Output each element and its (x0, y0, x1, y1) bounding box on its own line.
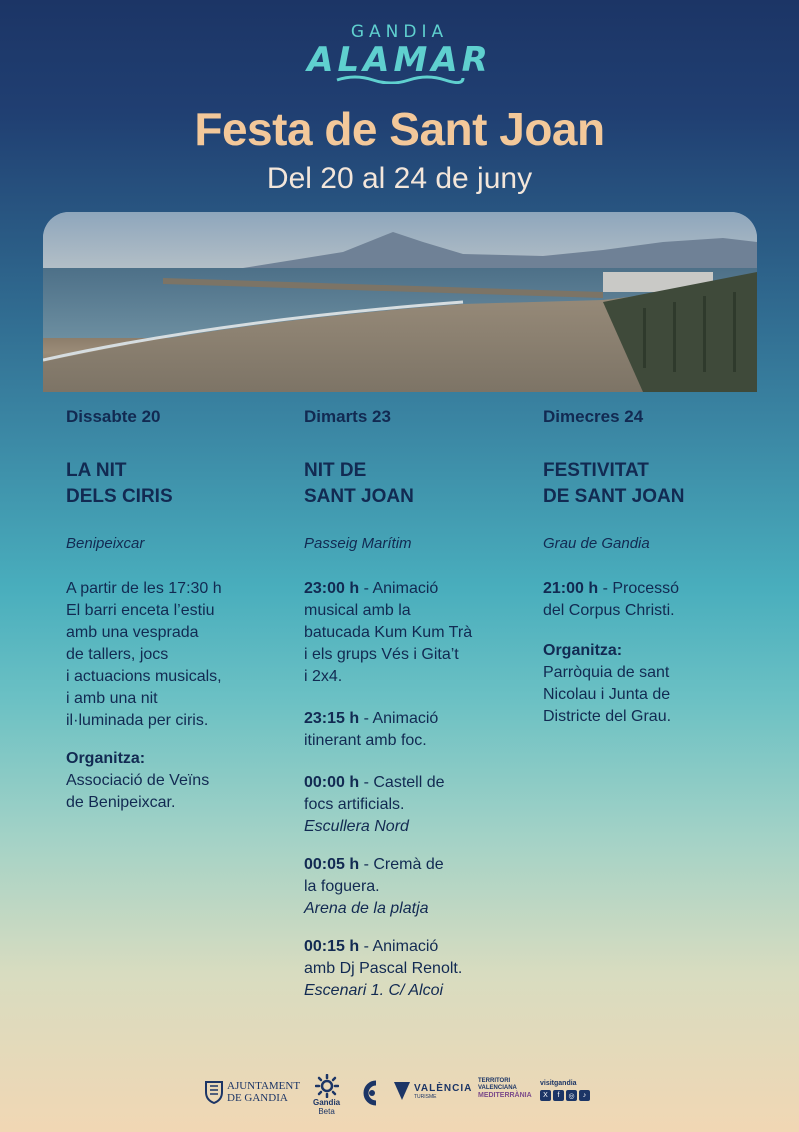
schedule-text: - Animació (363, 710, 439, 727)
sun-icon (315, 1074, 339, 1098)
schedule-text: - Animació (363, 580, 439, 597)
x-icon[interactable]: X (540, 1090, 551, 1101)
event-description (66, 578, 296, 732)
schedule-text: la foguera. (304, 878, 380, 895)
schedule-item (304, 772, 534, 838)
schedule-location: Arena de la platja (304, 900, 429, 917)
schedule-text: - Cremà de (363, 856, 444, 873)
schedule-location: Escenari 1. C/ Alcoi (304, 982, 444, 999)
schedule-text: musical amb la (304, 602, 411, 619)
beach-photo (43, 212, 757, 392)
schedule-text: i els grups Vés i Gita’t (304, 646, 459, 663)
organizer-label: Organitza: (543, 642, 623, 659)
event-title-line: DELS CIRIS (66, 486, 173, 507)
territori-logo (478, 1078, 532, 1099)
gandia-alamar-logo (0, 22, 799, 84)
organizer-line: Parròquia de sant (543, 664, 670, 681)
event-title-line: FESTIVITAT (543, 460, 649, 481)
schedule-item (304, 936, 534, 1002)
tiktok-icon[interactable]: ♪ (579, 1090, 590, 1101)
schedule-item (543, 578, 773, 622)
organizer (66, 748, 296, 814)
organizer-label: Organitza: (66, 750, 146, 767)
schedule-text: i 2x4. (304, 668, 343, 685)
schedule-time: 00:05 h (304, 856, 360, 873)
description-line: El barri enceta l’estiu (66, 602, 215, 619)
valencia-mark-icon (394, 1082, 410, 1100)
schedule-location: Escullera Nord (304, 818, 409, 835)
social-block (540, 1080, 590, 1101)
organizer-line: de Benipeixcar. (66, 794, 176, 811)
valencia-text: VALÈNCIA (414, 1082, 473, 1094)
schedule-text: del Corpus Christi. (543, 602, 675, 619)
c-logo-icon (358, 1078, 380, 1108)
ajuntament-text: DE GANDIA (227, 1092, 288, 1104)
description-line: A partir de les 17:30 h (66, 580, 222, 597)
page-title: Festa de Sant Joan (194, 103, 605, 155)
event-title-line: LA NIT (66, 460, 127, 481)
schedule-text: itinerant amb foc. (304, 732, 427, 749)
column-dimarts (304, 406, 534, 1002)
description-line: i amb una nit (66, 690, 158, 707)
event-title (304, 458, 534, 510)
facebook-icon[interactable]: f (553, 1090, 564, 1101)
column-dissabte (66, 406, 296, 814)
schedule-text: - Processó (602, 580, 680, 597)
logo-main-text: ALAMAR (307, 40, 492, 80)
schedule-time: 00:15 h (304, 938, 360, 955)
territori-text: TERRITORI (478, 1078, 511, 1084)
event-place: Benipeixcar (66, 535, 145, 552)
schedule-item (304, 708, 534, 752)
organizer (543, 640, 773, 728)
organizer-line: Districte del Grau. (543, 708, 672, 725)
territori-text: MEDITERRÀNIA (478, 1092, 532, 1099)
event-title-line: DE SANT JOAN (543, 486, 685, 507)
event-title (66, 458, 296, 510)
schedule-text: - Castell de (363, 774, 445, 791)
sponsor-logos (0, 1074, 799, 1114)
schedule-text: amb Dj Pascal Renolt. (304, 960, 463, 977)
event-title-line: NIT DE (304, 460, 367, 481)
schedule-time: 21:00 h (543, 580, 599, 597)
ajuntament-logo (205, 1080, 300, 1104)
gandia-beta-logo (313, 1074, 340, 1116)
territori-text: VALENCIANA (478, 1085, 517, 1091)
description-line: il·luminada per ciris. (66, 712, 209, 729)
instagram-icon[interactable]: ◎ (566, 1090, 577, 1101)
column-dimecres (543, 406, 773, 728)
gandia-beta-text: Gandia (313, 1098, 341, 1107)
logo-top-text: GANDIA (350, 22, 449, 42)
schedule-time: 00:00 h (304, 774, 360, 791)
day-label: Dissabte 20 (66, 407, 161, 426)
description-line: i actuacions musicals, (66, 668, 222, 685)
schedule-text: - Animació (363, 938, 439, 955)
valencia-turisme-logo (394, 1082, 472, 1100)
event-place: Grau de Gandia (543, 535, 650, 552)
event-title-line: SANT JOAN (304, 486, 414, 507)
schedule-text: focs artificials. (304, 796, 405, 813)
day-label: Dimecres 24 (543, 407, 644, 426)
schedule-time: 23:15 h (304, 710, 360, 727)
event-place: Passeig Marítim (304, 535, 412, 552)
organizer-line: Nicolau i Junta de (543, 686, 671, 703)
schedule-item (304, 578, 534, 688)
organizer-line: Associació de Veïns (66, 772, 210, 789)
shield-icon (205, 1080, 223, 1104)
event-title (543, 458, 773, 510)
day-label: Dimarts 23 (304, 407, 391, 426)
schedule-text: batucada Kum Kum Trà (304, 624, 473, 641)
valencia-subtext: TURISME (414, 1093, 437, 1100)
ajuntament-text: AJUNTAMENT (227, 1080, 301, 1092)
page-subtitle: Del 20 al 24 de juny (266, 162, 533, 195)
schedule-item (304, 854, 534, 920)
social-handle: visitgandia (540, 1080, 577, 1087)
description-line: de tallers, jocs (66, 646, 169, 663)
gandia-beta-text: Beta (318, 1107, 335, 1116)
schedule-time: 23:00 h (304, 580, 360, 597)
description-line: amb una vesprada (66, 624, 199, 641)
